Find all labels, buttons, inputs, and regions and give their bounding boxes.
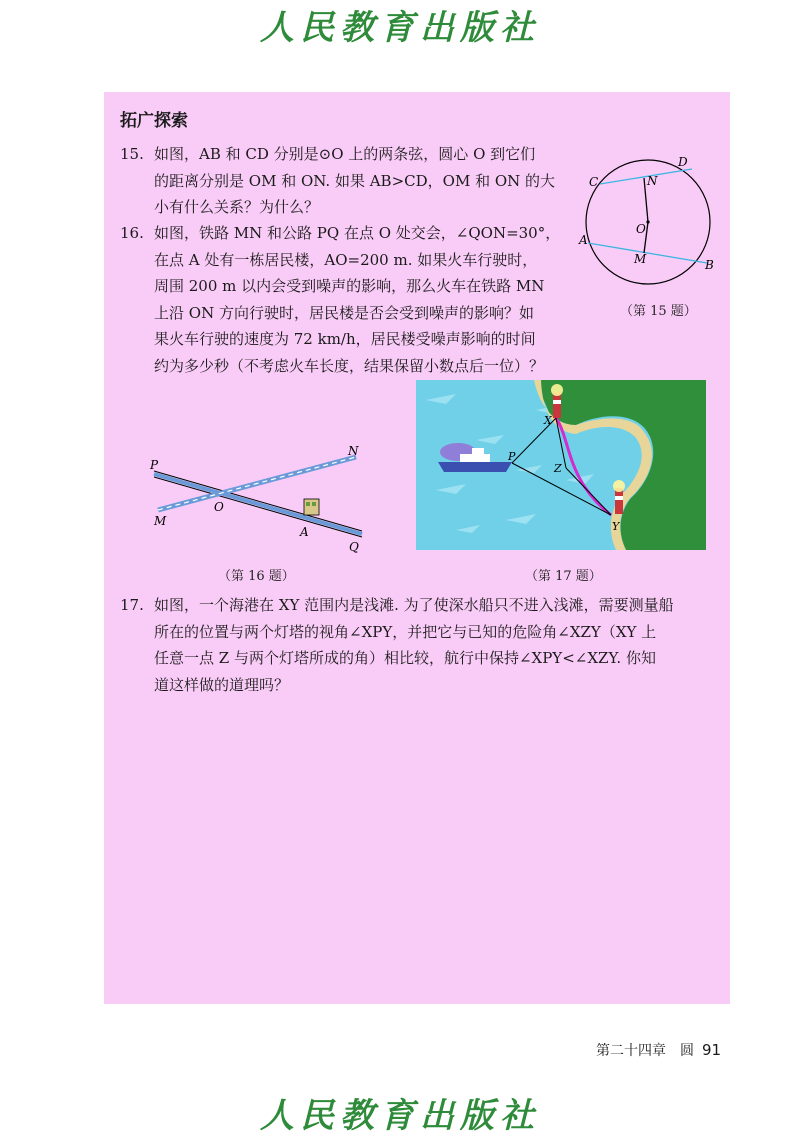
label-O: O: [636, 222, 646, 236]
q17-line: 如图，一个海港在 XY 范围内是浅滩. 为了使深水船只不进入浅滩，需要测量船: [154, 596, 674, 614]
q17-line: 所在的位置与两个灯塔的视角∠XPY，并把它与已知的危险角∠XZY（XY 上: [154, 622, 657, 641]
figure-16-caption: （第 16 题）: [218, 569, 295, 584]
label-N: N: [348, 445, 359, 458]
label-P: P: [508, 450, 516, 463]
q16-line: 周围 200 m 以内会受到噪声的影响，那么火车在铁路 MN: [154, 277, 545, 295]
label-M: M: [634, 252, 647, 266]
q15-line: 小有什么关系？为什么？: [154, 198, 320, 216]
figure-16-rail-road-diagram: [140, 445, 380, 560]
q15-line: 的距离分别是 OM 和 ON. 如果 AB>CD，OM 和 ON 的大: [154, 171, 556, 190]
label-Z: Z: [554, 462, 562, 475]
label-C: C: [589, 175, 599, 189]
figure-15-caption: （第 15 题）: [620, 304, 697, 319]
label-P: P: [150, 458, 159, 472]
label-N: N: [647, 174, 658, 188]
label-Q: Q: [349, 540, 359, 554]
question-17: [120, 592, 720, 698]
question-number: 15.: [120, 145, 144, 163]
label-B: B: [705, 258, 714, 272]
q16-line: 约为多少秒（不考虑火车长度，结果保留小数点后一位）？: [154, 356, 545, 375]
label-A: A: [579, 233, 588, 247]
label-O: O: [214, 500, 224, 514]
q16-line: 在点 A 处有一栋居民楼，AO=200 m. 如果火车行驶时，: [154, 250, 538, 269]
label-M: M: [154, 514, 167, 528]
question-number: 16.: [120, 224, 144, 242]
publisher-watermark-bottom: 人民教育出版社: [260, 1096, 540, 1136]
chapter-title: 第二十四章 圆: [596, 1043, 694, 1059]
figure-17-harbor-illustration: [416, 380, 706, 550]
q16-line: 上沿 ON 方向行驶时，居民楼是否会受到噪声的影响？如: [154, 303, 534, 322]
label-D: D: [678, 155, 688, 169]
label-A: A: [300, 525, 309, 539]
question-15: [120, 141, 580, 221]
q16-line: 果火车行驶的速度为 72 km/h，居民楼受噪声影响的时间: [154, 330, 536, 348]
q17-line: 任意一点 Z 与两个灯塔所成的角）相比较，航行中保持∠XPY<∠XZY. 你知: [154, 649, 656, 667]
page-number: 91: [702, 1041, 722, 1059]
page-footer: [596, 1040, 721, 1060]
figure-17-caption: （第 17 题）: [525, 569, 602, 584]
label-X: X: [544, 414, 552, 427]
publisher-watermark-top: 人民教育出版社: [260, 8, 540, 48]
q16-line: 如图，铁路 MN 和公路 PQ 在点 O 处交会，∠QON=30°，: [154, 224, 561, 242]
section-title: 拓广探索: [120, 111, 188, 131]
question-16: [120, 220, 580, 379]
question-number: 17.: [120, 596, 144, 614]
label-Y: Y: [612, 520, 620, 533]
q15-line: 如图，AB 和 CD 分别是⊙O 上的两条弦，圆心 O 到它们: [154, 145, 536, 163]
figure-15-circle-diagram: [578, 150, 728, 290]
q17-line: 道这样做的道理吗？: [154, 675, 290, 694]
